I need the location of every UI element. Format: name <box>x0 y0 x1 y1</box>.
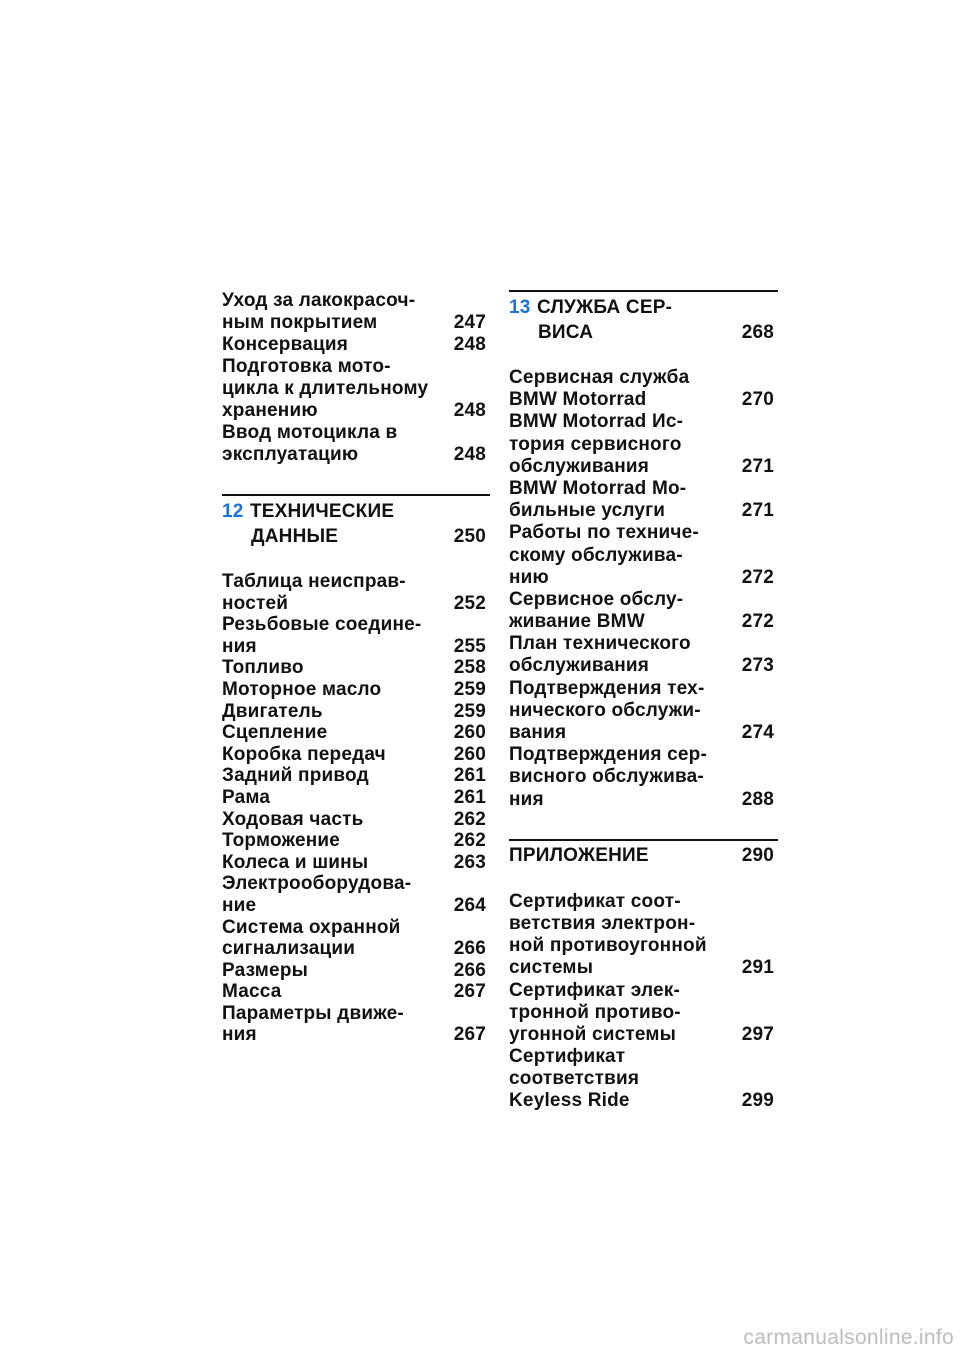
toc-entry-title: угонной системы <box>509 1023 677 1045</box>
toc-entry-title: Параметры движе- <box>222 1002 404 1024</box>
toc-entry-title: Электрооборудова- <box>222 873 412 895</box>
toc-entry-page: 272 <box>741 611 774 633</box>
toc-entry-page: 273 <box>741 655 774 677</box>
toc-entry-title: Рама <box>222 786 271 808</box>
toc-entry-title: Размеры <box>222 959 309 981</box>
toc-entry-page: 262 <box>453 830 486 852</box>
toc-entry-title: цикла к длительному <box>222 378 429 399</box>
toc-entry[interactable] <box>222 917 490 960</box>
toc-entry[interactable] <box>222 571 490 614</box>
toc-entry-title: Подтверждения сер- <box>509 744 708 766</box>
toc-entries <box>509 891 778 1113</box>
toc-entry-title: ния <box>509 788 544 810</box>
toc-entry[interactable] <box>222 679 490 701</box>
toc-entry[interactable] <box>509 678 778 745</box>
toc-entry-title: Таблица неисправ- <box>222 571 406 592</box>
toc-entry-title: вания <box>509 722 567 743</box>
toc-entry-title: ния <box>222 1024 257 1046</box>
toc-entry[interactable] <box>222 356 490 422</box>
toc-entry-page: 271 <box>741 500 774 522</box>
toc-entry-page: 252 <box>453 592 486 614</box>
toc-entry-page: 299 <box>741 1090 774 1112</box>
toc-entry[interactable] <box>222 657 490 679</box>
chapter-title: ТЕХНИЧЕСКИЕ <box>250 501 395 522</box>
toc-entry-page: 270 <box>741 389 774 411</box>
toc-entry-title: ной противоугонной <box>509 935 707 957</box>
toc-entry-title: обслуживания <box>509 655 650 677</box>
toc-entry-title: Сцепление <box>222 722 328 744</box>
toc-entry[interactable] <box>222 960 490 982</box>
toc-entry-title: бильные услуги <box>509 500 666 522</box>
chapter-page: 268 <box>741 322 774 343</box>
toc-entry-page: 266 <box>453 938 486 960</box>
toc-column-right <box>509 290 778 1113</box>
toc-entry-title: План технического <box>509 633 691 655</box>
chapter-number: 12 <box>222 501 244 522</box>
toc-entry-title: Сертификат элек- <box>509 979 681 1001</box>
chapter-page: 250 <box>453 526 486 547</box>
toc-entry[interactable] <box>222 614 490 657</box>
toc-entry[interactable] <box>509 633 778 677</box>
toc-entry-title: BMW Motorrad Мо- <box>509 477 687 499</box>
toc-entry[interactable] <box>509 367 778 411</box>
toc-entry-title: Консервация <box>222 334 349 355</box>
toc-entry-page: 297 <box>741 1023 774 1045</box>
toc-entry-title: Уход за лакокрасоч- <box>222 290 416 311</box>
toc-entry[interactable] <box>222 787 490 809</box>
chapter-title-cont: ВИСА <box>538 322 594 343</box>
toc-entry-title: Keyless Ride <box>509 1090 630 1112</box>
toc-entry-title: живание BMW <box>509 611 645 633</box>
toc-entry[interactable] <box>222 809 490 831</box>
toc-entry[interactable] <box>222 701 490 723</box>
toc-entry-page: 247 <box>453 312 486 333</box>
toc-entry-title: эксплуатацию <box>222 444 359 465</box>
toc-entry[interactable] <box>222 873 490 916</box>
appendix-page: 290 <box>741 844 774 866</box>
toc-entry-page: 274 <box>741 721 774 743</box>
toc-entry[interactable] <box>509 891 778 980</box>
toc-entry-title: Работы по техниче- <box>509 522 699 544</box>
toc-entry-page: 266 <box>453 959 486 981</box>
toc-entry[interactable] <box>222 852 490 874</box>
toc-entry[interactable] <box>509 1046 778 1113</box>
toc-entry[interactable] <box>509 980 778 1047</box>
toc-entry-title: Резьбовые соедине- <box>222 614 422 636</box>
toc-entry[interactable] <box>509 411 778 478</box>
toc-entry-page: 261 <box>453 765 486 787</box>
toc-entry-page: 262 <box>453 808 486 830</box>
toc-entry-title: Подтверждения тех- <box>509 677 705 699</box>
toc-entry[interactable] <box>222 1003 490 1046</box>
toc-entry-page: 255 <box>453 635 486 657</box>
toc-entry-title: соответствия <box>509 1068 640 1090</box>
toc-entry-page: 263 <box>453 851 486 873</box>
toc-entry-page: 291 <box>741 957 774 979</box>
toc-entry[interactable] <box>509 478 778 522</box>
toc-entry-page: 248 <box>453 400 486 421</box>
appendix-heading[interactable] <box>509 839 778 867</box>
toc-entry-title: BMW Motorrad <box>509 389 647 411</box>
toc-entry-title: Ввод мотоцикла в <box>222 422 398 443</box>
toc-entry[interactable] <box>509 522 778 589</box>
toc-entry-page: 260 <box>453 722 486 744</box>
toc-column-left <box>222 290 490 1046</box>
toc-entry-page: 271 <box>741 455 774 477</box>
toc-entry-title: Моторное масло <box>222 678 382 700</box>
toc-entry-page: 259 <box>453 700 486 722</box>
toc-entry-title: висного обслужива- <box>509 766 704 788</box>
toc-entry-page: 259 <box>453 678 486 700</box>
toc-entry-title: Сервисная служба <box>509 367 690 388</box>
toc-entry-title: Торможение <box>222 830 341 852</box>
toc-entry-title: скому обслужива- <box>509 544 683 566</box>
toc-entry-title: ние <box>222 894 257 916</box>
toc-entry-title: тория сервисного <box>509 433 682 455</box>
toc-entry-page: 260 <box>453 743 486 765</box>
chapter-12-heading[interactable] <box>222 494 490 549</box>
toc-entry[interactable] <box>222 744 490 766</box>
toc-entry-title: BMW Motorrad Ис- <box>509 411 684 433</box>
toc-entry-title: Сертификат соот- <box>509 890 681 912</box>
toc-entry-title: ностей <box>222 592 289 614</box>
toc-entry[interactable] <box>222 981 490 1003</box>
toc-entry-title: Ходовая часть <box>222 808 364 830</box>
toc-entry[interactable] <box>509 744 778 811</box>
toc-entry[interactable] <box>222 722 490 744</box>
toc-entry-title: ным покрытием <box>222 312 378 333</box>
toc-entry-title: Сервисное обслу- <box>509 588 684 610</box>
toc-entry-title: Сертификат <box>509 1046 626 1068</box>
toc-entry-title: ветствия электрон- <box>509 912 696 934</box>
toc-entry-title: Задний привод <box>222 765 369 787</box>
toc-entry-page: 267 <box>453 1024 486 1046</box>
toc-entry[interactable] <box>222 290 490 334</box>
toc-entry-title: Подготовка мото- <box>222 356 391 377</box>
toc-entry-title: Коробка передач <box>222 743 386 765</box>
toc-entry-title: Двигатель <box>222 700 323 722</box>
toc-entry-title: обслуживания <box>509 455 650 477</box>
toc-entry-page: 258 <box>453 657 486 679</box>
toc-entry-title: Масса <box>222 981 282 1003</box>
toc-entry-page: 261 <box>453 786 486 808</box>
toc-entry-title: Топливо <box>222 657 304 679</box>
toc-entry-page: 288 <box>741 788 774 810</box>
toc-entry-title: тронной противо- <box>509 1001 681 1023</box>
toc-entry-title: Колеса и шины <box>222 851 369 873</box>
toc-entry-title: нию <box>509 566 549 588</box>
toc-entry[interactable] <box>509 589 778 633</box>
toc-entry-page: 248 <box>453 334 486 355</box>
toc-entry-page: 267 <box>453 981 486 1003</box>
toc-entry-title: системы <box>509 957 594 979</box>
toc-entry-title: хранению <box>222 400 318 421</box>
toc-entry-title: ния <box>222 635 257 657</box>
toc-entry-page: 264 <box>453 894 486 916</box>
chapter-number: 13 <box>509 297 531 318</box>
toc-entry-title: нического обслужи- <box>509 699 701 721</box>
chapter-13-heading[interactable] <box>509 290 778 345</box>
toc-entry-page: 272 <box>741 566 774 588</box>
toc-entry-page: 248 <box>453 444 486 465</box>
chapter-title-cont: ДАННЫЕ <box>251 526 339 547</box>
toc-entries-pre <box>222 290 490 466</box>
watermark: carmanualsonline.info <box>743 1326 954 1349</box>
toc-entries <box>509 367 778 811</box>
chapter-title: СЛУЖБА СЕР- <box>537 297 673 318</box>
toc-entry[interactable] <box>222 765 490 787</box>
toc-entry-title: Система охранной <box>222 916 401 938</box>
toc-entries <box>222 571 490 1046</box>
toc-entry[interactable] <box>222 830 490 852</box>
toc-entry-title: сигнализации <box>222 938 356 960</box>
appendix-title: ПРИЛОЖЕНИЕ <box>509 844 649 866</box>
toc-entry[interactable] <box>222 422 490 466</box>
toc-entry[interactable] <box>222 334 490 356</box>
